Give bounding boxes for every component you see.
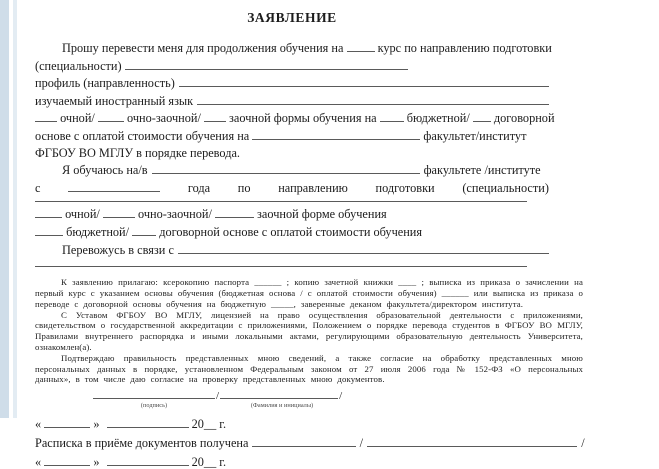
- request-line-1: [35, 39, 552, 57]
- blank-part-time: [98, 109, 124, 122]
- request-line-1-text: Прошу перевести меня для продолжения обучения на: [62, 41, 344, 55]
- blank-full-time: [35, 109, 57, 122]
- blank-budget: [380, 109, 404, 122]
- request-line-study-form: [35, 109, 555, 127]
- year-text-2: 20__ г.: [191, 454, 227, 469]
- current-budget-label: бюджетной/: [66, 224, 130, 239]
- blank-receipt-name: [367, 434, 577, 447]
- caption-gap: [215, 402, 223, 409]
- form-body: [35, 39, 555, 267]
- consent-paragraph: Подтверждаю правильность представленных мною сведений, а также согласие на обработку представленных мною персональных данных в порядке, установленном Федеральным законом от 27 июля 2006 года № 152-ФЗ «О персональных данных», в том числе даю согласие на проверку представленных мною документов.: [35, 352, 583, 385]
- faculty-label: факультет/институт: [423, 128, 527, 143]
- university-text: ФГБОУ ВО МГЛУ в порядке перевода.: [35, 145, 240, 160]
- blank-transfer-reason-line-2: [35, 265, 527, 267]
- fine-print-section: [35, 277, 583, 385]
- receipt-slash-1: /: [359, 435, 364, 450]
- blank-day-2: [44, 453, 90, 466]
- blank-year: [68, 179, 160, 192]
- blank-course: [347, 39, 375, 52]
- transfer-reason-line: [35, 241, 549, 259]
- profile-label: профиль (направленность): [35, 76, 175, 91]
- part-time-label: очно-заочной/: [126, 111, 201, 126]
- attachments-paragraph: К заявлению прилагаю: ксерокопию паспорта ______ ; копию зачетной книжки ____ ; выписка из приказа о зачислении на первый курс с указанием основы обучения (бюджетная основа / с оплатой стоимости обучения) ______ или выписка из приказа о переводе с договорной основы обучения на бюджетную _____, заверенные деканом факультета/директором института.: [35, 277, 583, 309]
- blank-extramural: [204, 109, 226, 122]
- blank-current-budget: [35, 223, 63, 236]
- blank-language: [197, 92, 549, 105]
- quote-close-1: »: [93, 417, 100, 432]
- blank-specialty: [125, 57, 408, 70]
- contract-label: договорной: [493, 111, 555, 126]
- blank-signature: [93, 387, 215, 399]
- blank-profile: [179, 74, 549, 87]
- since-label: с: [35, 180, 41, 195]
- receipt-label: Расписка в приёме документов получена: [35, 435, 249, 450]
- blank-full-name: [220, 387, 338, 399]
- training-word: подготовки: [375, 180, 435, 195]
- budget-label: бюджетной/: [406, 111, 470, 126]
- signature-caption: (подпись): [140, 402, 168, 410]
- application-form-page: [17, 0, 659, 469]
- blank-current-specialty-line: [35, 200, 527, 202]
- blank-current-extramural: [215, 205, 254, 218]
- full-time-label: очной/: [60, 111, 95, 126]
- po-word: по: [237, 180, 251, 195]
- direction-word: направлению: [278, 180, 348, 195]
- signature-slash-2: /: [339, 390, 343, 403]
- blank-faculty: [252, 127, 420, 140]
- signature-captions: [93, 402, 659, 409]
- blank-current-full-time: [35, 205, 62, 218]
- current-basis-line: [35, 223, 549, 241]
- blank-month-1: [107, 415, 189, 428]
- request-line-university: [35, 145, 549, 162]
- current-study-line-2: [35, 179, 549, 197]
- payment-basis-text: основе с оплатой стоимости обучения на: [35, 128, 250, 143]
- request-line-1-text2: курс по направлению подготовки: [377, 41, 552, 55]
- current-study-line-1: [35, 161, 549, 179]
- specialty-label: (специальности): [35, 58, 122, 73]
- current-contract-text: договорной основе с оплатой стоимости обучения: [159, 224, 423, 239]
- current-study-form-text: заочной форме обучения: [257, 207, 387, 222]
- blank-contract: [473, 109, 491, 122]
- quote-open-1: «: [35, 417, 42, 432]
- current-full-time-label: очной/: [65, 207, 100, 222]
- specialty-word: (специальности): [462, 180, 549, 195]
- signature-slash-1: /: [216, 390, 220, 403]
- document-title: ЗАЯВЛЕНИЕ: [247, 10, 337, 25]
- request-line-profile: [35, 74, 549, 92]
- current-study-form-line: [35, 205, 549, 223]
- name-caption: (Фамилия и инициалы): [250, 402, 314, 410]
- request-line-language: [35, 92, 549, 110]
- studying-at-label: Я обучаюсь на/в: [62, 163, 148, 178]
- signature-line: [93, 387, 659, 402]
- request-line-faculty: [35, 127, 549, 145]
- blank-day-1: [44, 415, 90, 428]
- year-text-1: 20__ г.: [191, 417, 227, 432]
- familiarization-paragraph: С Уставом ФГБОУ ВО МГЛУ, лицензией на право осуществления образовательной деятельности с приложениями, свидетельством о государственной аккредитации с приложениями, Положением о порядке перевода студентов в ФГБОУ ВО МГЛУ, Правилами внутреннего распорядка и иными локальными актами, регулирующими образовательную деятельность Университета, ознакомлен(а).: [35, 309, 583, 352]
- study-form-text: заочной формы обучения на: [229, 111, 377, 126]
- request-line-specialty: [35, 57, 549, 75]
- blank-current-faculty: [152, 161, 420, 174]
- receipt-slash-2: /: [581, 435, 585, 450]
- blank-current-contract: [132, 223, 156, 236]
- language-label: изучаемый иностранный язык: [35, 93, 194, 108]
- current-part-time-label: очно-заочной/: [137, 207, 212, 222]
- blank-transfer-reason: [178, 241, 549, 254]
- transfer-reason-label: Перевожусь в связи с: [62, 242, 174, 257]
- year-word: года: [187, 180, 211, 195]
- page-edge-strip-outer: [0, 0, 9, 418]
- blank-current-part-time: [103, 205, 135, 218]
- quote-open-2: «: [35, 454, 42, 469]
- quote-close-2: »: [93, 454, 100, 469]
- receipt-line: [35, 434, 659, 451]
- date-line-2: [35, 453, 659, 469]
- faculty-institute-label: факультете /институте: [423, 163, 541, 178]
- blank-receipt-signature: [252, 434, 356, 447]
- blank-month-2: [107, 453, 189, 466]
